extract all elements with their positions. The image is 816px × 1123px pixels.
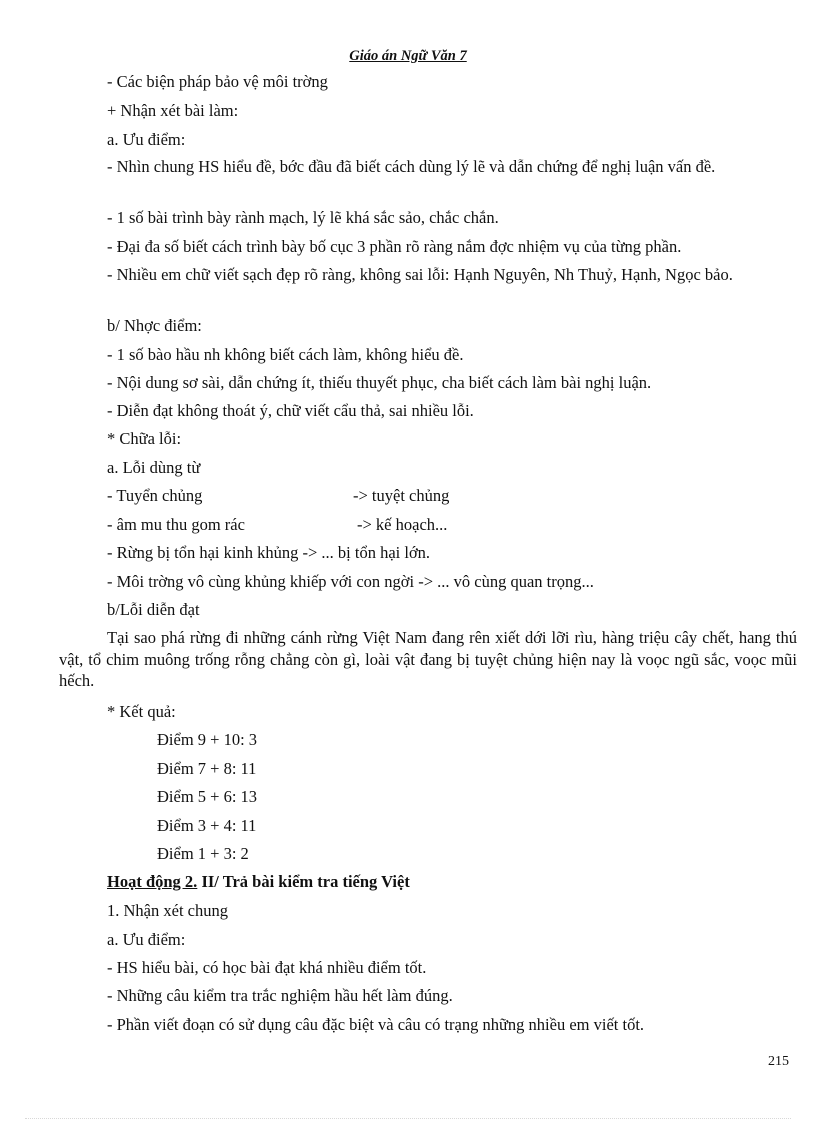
section-heading [107, 872, 410, 892]
text-line: a. Lỗi dùng từ [107, 458, 201, 477]
text-line: a. Ưu điểm: [107, 930, 186, 949]
score-line: Điểm 3 + 4: 11 [157, 816, 257, 835]
page-divider [25, 1118, 791, 1119]
text-line: - Những câu kiểm tra trắc nghiệm hầu hết làm đúng. [107, 986, 453, 1005]
text-line: - 1 số bào hầu nh không biết cách làm, không hiểu đề. [107, 345, 464, 364]
text-line: - HS hiểu bài, có học bài đạt khá nhiều điểm tốt. [107, 958, 427, 977]
text-line: + Nhận xét bài làm: [107, 101, 239, 120]
text-line: - Nội dung sơ sài, dẫn chứng ít, thiếu thuyết phục, cha biết cách làm bài nghị luận. [107, 373, 652, 392]
text-line: a. Ưu điểm: [107, 130, 186, 149]
text-line: b/ Nhợc điểm: [107, 316, 202, 335]
text-line: - Đại đa số biết cách trình bày bố cục 3 phần rõ ràng nắm đợc nhiệm vụ của từng phần. [107, 237, 682, 256]
text-line: - Các biện pháp bảo vệ môi trờng [107, 72, 328, 91]
paragraph: Tại sao phá rừng đi những cánh rừng Việt Nam đang rên xiết dới lỡi rìu, hàng triệu cây chết, hang thú vật, tổ chim muông trống rỗng chẳng còn gì, loài vật đang bị tuyệt chủng hiện nay là voọc ngũ sắc, voọc mũi hếch. [59, 628, 797, 690]
text-line: - Môi trờng vô cùng khủng khiếp với con ngời -> ... vô cùng quan trọng... [107, 572, 594, 591]
score-line: Điểm 5 + 6: 13 [157, 787, 258, 806]
paragraph: - Nhìn chung HS hiểu đề, bớc đầu đã biết cách dùng lý lẽ và dẫn chứng để nghị luận vấn đề. [107, 157, 716, 176]
text-line: * Chữa lỗi: [107, 429, 182, 448]
text-line: -> tuyệt chủng [353, 486, 450, 505]
text-line: - âm mu thu gom rác [107, 515, 245, 534]
paragraph: - Nhiều em chữ viết sạch đẹp rõ ràng, không sai lỗi: Hạnh Nguyên, Nh Thuỷ, Hạnh, Ngọc bảo. [107, 265, 733, 284]
text-line: - Rừng bị tổn hại kinh khủng -> ... bị tổn hại lớn. [107, 543, 431, 562]
text-line: * Kết quả: [107, 702, 176, 721]
text-line: b/Lỗi diễn đạt [107, 600, 200, 619]
section-title: II/ Trả bài kiểm tra tiếng Việt [197, 872, 410, 891]
text-line: - Phần viết đoạn có sử dụng câu đặc biệt và câu có trạng những nhiều em viết tốt. [107, 1015, 645, 1034]
page-number: 215 [768, 1054, 789, 1069]
text-line: -> kế hoạch... [357, 515, 448, 534]
text-line: 1. Nhận xét chung [107, 901, 228, 920]
score-line: Điểm 9 + 10: 3 [157, 730, 258, 749]
score-line: Điểm 7 + 8: 11 [157, 759, 257, 778]
score-line: Điểm 1 + 3: 2 [157, 844, 249, 863]
text-line: - Tuyển chủng [107, 486, 203, 505]
text-line: - Diễn đạt không thoát ý, chữ viết cẩu thả, sai nhiều lỗi. [107, 401, 474, 420]
page-header: Giáo án Ngữ Văn 7 [349, 48, 467, 64]
text-line: - 1 số bài trình bày rành mạch, lý lẽ khá sắc sảo, chắc chắn. [107, 208, 499, 227]
activity-label: Hoạt động 2. [107, 872, 198, 891]
